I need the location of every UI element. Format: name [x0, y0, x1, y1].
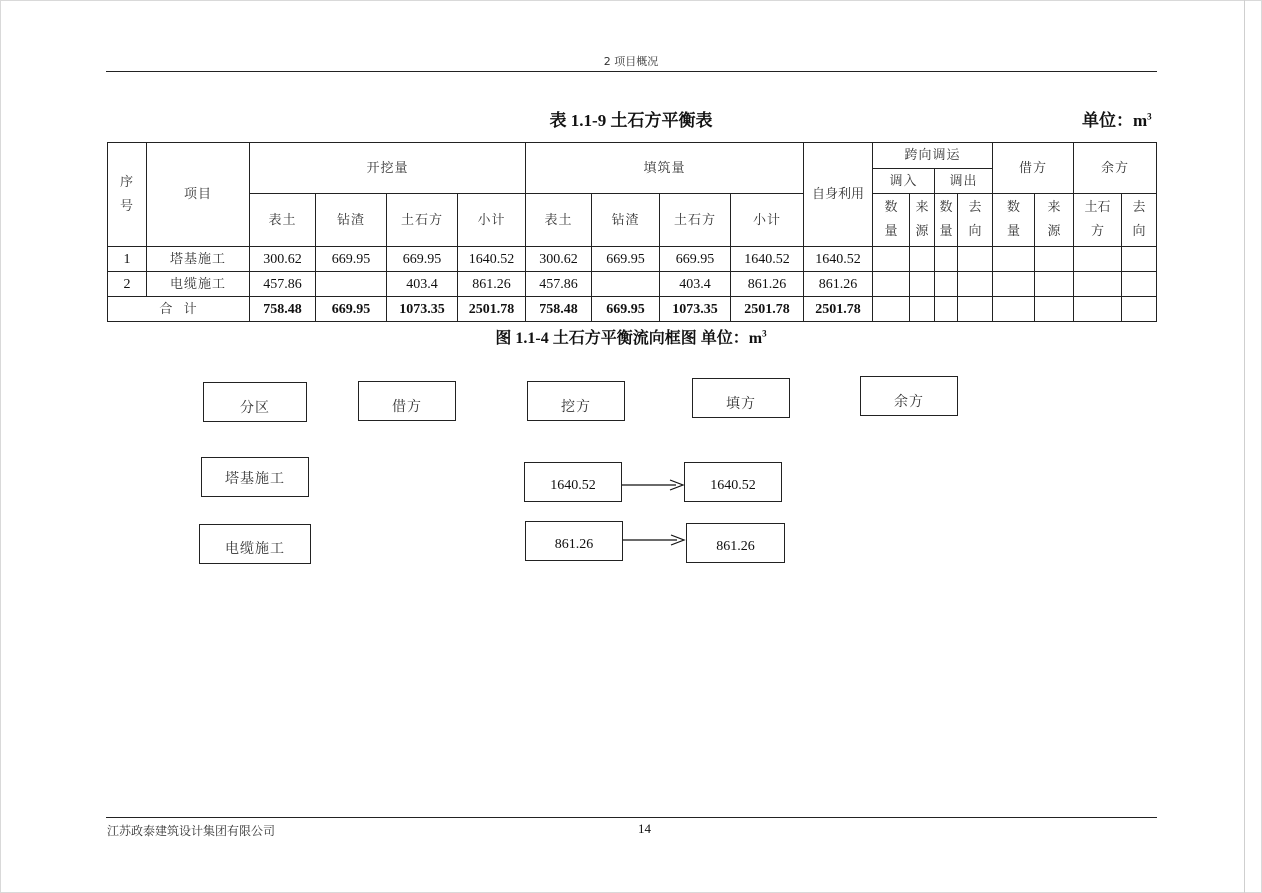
- figure-caption-sup: 3: [762, 328, 767, 339]
- flow-header-borrow-label: 借方: [392, 399, 422, 415]
- footer-company: 江苏政泰建筑设计集团有限公司: [107, 824, 276, 838]
- cell: 1073.35: [660, 297, 731, 322]
- flow-header-dig-label: 挖方: [561, 399, 591, 415]
- flow-zone-cable-label: 电缆施工: [225, 541, 285, 557]
- header-fill: 填筑量: [526, 143, 804, 194]
- cell: 2501.78: [458, 297, 526, 322]
- header-borrow-source: 来源: [1035, 194, 1074, 247]
- flow-header-zone-label: 分区: [240, 400, 270, 416]
- cell: 669.95: [316, 247, 387, 272]
- running-header: 2 项目概况: [603, 55, 659, 68]
- header-transfer-out: 调出: [935, 169, 993, 194]
- cell: 669.95: [387, 247, 458, 272]
- cell: 2501.78: [804, 297, 873, 322]
- cell: 758.48: [250, 297, 316, 322]
- flow-fill-cable-value: 861.26: [716, 539, 755, 554]
- cell: 669.95: [316, 297, 387, 322]
- cell: 861.26: [804, 272, 873, 297]
- header-excavation: 开挖量: [250, 143, 526, 194]
- header-seq: 序号: [108, 143, 147, 247]
- total-label: 合 计: [108, 297, 250, 322]
- cell: 1640.52: [804, 247, 873, 272]
- cell: 1640.52: [458, 247, 526, 272]
- header-in-source: 来源: [910, 194, 935, 247]
- header-borrow: 借方: [993, 143, 1074, 194]
- header-transfer-in: 调入: [873, 169, 935, 194]
- header-exc-drilling: 钻渣: [316, 194, 387, 247]
- figure-caption-text: 图 1.1-4 土石方平衡流向框图 单位：m: [495, 330, 763, 347]
- header-item: 项目: [147, 143, 250, 247]
- header-cross: 跨向调运: [873, 143, 993, 169]
- header-self-use: 自身利用: [804, 143, 873, 247]
- header-surplus: 余方: [1074, 143, 1157, 194]
- table-title: 表 1.1-9 土石方平衡表: [549, 111, 713, 130]
- cell: 457.86: [526, 272, 592, 297]
- cell: 1640.52: [731, 247, 804, 272]
- header-surplus-dest: 去向: [1122, 194, 1157, 247]
- header-exc-subtotal: 小计: [458, 194, 526, 247]
- header-out-qty: 数量: [935, 194, 958, 247]
- table-unit-sup: 3: [1147, 111, 1152, 122]
- cell: 861.26: [731, 272, 804, 297]
- table-unit-text: 单位：m: [1082, 111, 1148, 130]
- cell: 300.62: [526, 247, 592, 272]
- header-borrow-qty: 数量: [993, 194, 1035, 247]
- flow-dig-tower-value: 1640.52: [550, 478, 596, 493]
- header-fill-topsoil: 表土: [526, 194, 592, 247]
- header-in-qty: 数量: [873, 194, 910, 247]
- header-fill-earth-rock: 土石方: [660, 194, 731, 247]
- flow-header-surplus-label: 余方: [894, 394, 924, 410]
- cell: 2501.78: [731, 297, 804, 322]
- header-exc-earth-rock: 土石方: [387, 194, 458, 247]
- cell: 457.86: [250, 272, 316, 297]
- cell: 403.4: [660, 272, 731, 297]
- header-fill-subtotal: 小计: [731, 194, 804, 247]
- flow-header-fill-label: 填方: [726, 396, 756, 412]
- row-name: 电缆施工: [147, 272, 250, 297]
- row-seq: 1: [108, 247, 147, 272]
- page-number: 14: [638, 821, 651, 836]
- cell: 758.48: [526, 297, 592, 322]
- cell: 1073.35: [387, 297, 458, 322]
- footer-rule: [106, 817, 1157, 818]
- cell: 300.62: [250, 247, 316, 272]
- header-out-dest: 去向: [958, 194, 993, 247]
- row-name: 塔基施工: [147, 247, 250, 272]
- flow-zone-tower-label: 塔基施工: [225, 471, 285, 487]
- flow-fill-tower-value: 1640.52: [710, 478, 756, 493]
- cell: 669.95: [592, 247, 660, 272]
- cell: 403.4: [387, 272, 458, 297]
- header-exc-topsoil: 表土: [250, 194, 316, 247]
- flow-arrow-cable: [623, 535, 684, 545]
- cell: 669.95: [660, 247, 731, 272]
- header-surplus-earth-rock: 土石方: [1074, 194, 1122, 247]
- flow-dig-cable-value: 861.26: [554, 537, 594, 552]
- flow-arrow-tower: [622, 480, 683, 490]
- row-seq: 2: [108, 272, 147, 297]
- cell: 861.26: [458, 272, 526, 297]
- header-fill-drilling: 钻渣: [592, 194, 660, 247]
- cell: 669.95: [592, 297, 660, 322]
